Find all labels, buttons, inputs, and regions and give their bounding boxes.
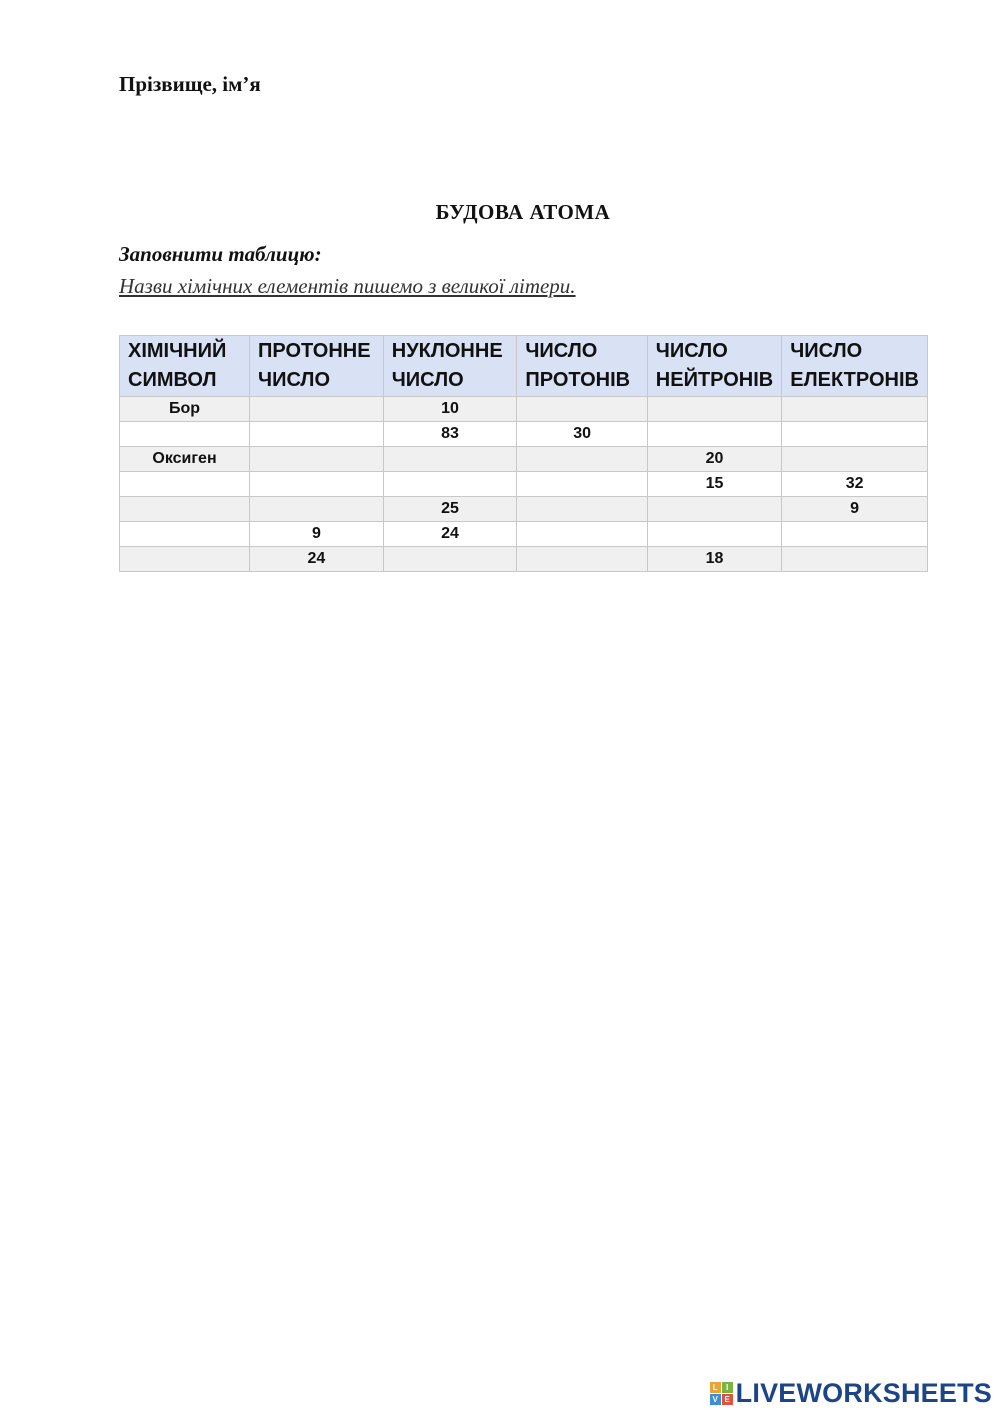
table-cell: 25 xyxy=(383,497,517,522)
logo-tile: V xyxy=(710,1394,721,1405)
page-title: БУДОВА АТОМА xyxy=(435,200,611,224)
header-nucleon-number: НУКЛОННЕ ЧИСЛО xyxy=(383,336,517,397)
table-cell: 10 xyxy=(383,397,517,422)
table-cell: 9 xyxy=(250,522,384,547)
answer-cell[interactable] xyxy=(517,472,647,497)
header-proton-number: ПРОТОННЕ ЧИСЛО xyxy=(250,336,384,397)
liveworksheets-logo xyxy=(710,1378,992,1409)
header-electrons-count: ЧИСЛО ЕЛЕКТРОНІВ xyxy=(782,336,928,397)
table-row xyxy=(120,497,928,522)
answer-cell[interactable] xyxy=(250,497,384,522)
table-cell: 24 xyxy=(383,522,517,547)
answer-cell[interactable] xyxy=(782,397,928,422)
answer-cell[interactable] xyxy=(782,522,928,547)
answer-cell[interactable] xyxy=(782,422,928,447)
header-neutrons-count: ЧИСЛО НЕЙТРОНІВ xyxy=(647,336,781,397)
answer-cell[interactable] xyxy=(250,447,384,472)
answer-cell[interactable] xyxy=(250,472,384,497)
answer-cell[interactable] xyxy=(647,497,781,522)
answer-cell[interactable] xyxy=(120,472,250,497)
answer-cell[interactable] xyxy=(120,547,250,572)
answer-cell[interactable] xyxy=(647,397,781,422)
answer-cell[interactable] xyxy=(383,547,517,572)
table-row xyxy=(120,547,928,572)
logo-tile: I xyxy=(722,1382,733,1393)
table-cell: 83 xyxy=(383,422,517,447)
header-chemical-symbol: ХІМІЧНИЙ СИМВОЛ xyxy=(120,336,250,397)
table-cell: 30 xyxy=(517,422,647,447)
answer-cell[interactable] xyxy=(250,422,384,447)
table-cell: 15 xyxy=(647,472,781,497)
answer-cell[interactable] xyxy=(120,497,250,522)
table-cell: 32 xyxy=(782,472,928,497)
atom-structure-table xyxy=(119,335,928,572)
table-cell: Оксиген xyxy=(120,447,250,472)
note-text: Назви хімічних елементів пишемо з великої літери. xyxy=(119,274,576,298)
liveworksheets-logo-icon xyxy=(710,1382,733,1405)
answer-cell[interactable] xyxy=(120,422,250,447)
answer-cell[interactable] xyxy=(383,447,517,472)
answer-cell[interactable] xyxy=(517,497,647,522)
header-protons-count: ЧИСЛО ПРОТОНІВ xyxy=(517,336,647,397)
table-cell: Бор xyxy=(120,397,250,422)
table-row xyxy=(120,397,928,422)
answer-cell[interactable] xyxy=(517,397,647,422)
instruction-text: Заповнити таблицю: xyxy=(119,242,322,266)
answer-cell[interactable] xyxy=(782,547,928,572)
brand-name: LIVEWORKSHEETS xyxy=(735,1378,992,1408)
table-row xyxy=(120,422,928,447)
answer-cell[interactable] xyxy=(517,447,647,472)
answer-cell[interactable] xyxy=(250,397,384,422)
answer-cell[interactable] xyxy=(383,472,517,497)
table-cell: 24 xyxy=(250,547,384,572)
table-cell: 20 xyxy=(647,447,781,472)
logo-tile: E xyxy=(722,1394,733,1405)
table-row xyxy=(120,447,928,472)
table-cell: 18 xyxy=(647,547,781,572)
table-cell: 9 xyxy=(782,497,928,522)
answer-cell[interactable] xyxy=(647,522,781,547)
answer-cell[interactable] xyxy=(647,422,781,447)
answer-cell[interactable] xyxy=(517,547,647,572)
answer-cell[interactable] xyxy=(782,447,928,472)
header-row xyxy=(120,336,928,397)
name-label: Прізвище, ім’я xyxy=(119,72,261,96)
table-row xyxy=(120,472,928,497)
answer-cell[interactable] xyxy=(120,522,250,547)
answer-cell[interactable] xyxy=(517,522,647,547)
table-row xyxy=(120,522,928,547)
logo-tile: L xyxy=(710,1382,721,1393)
